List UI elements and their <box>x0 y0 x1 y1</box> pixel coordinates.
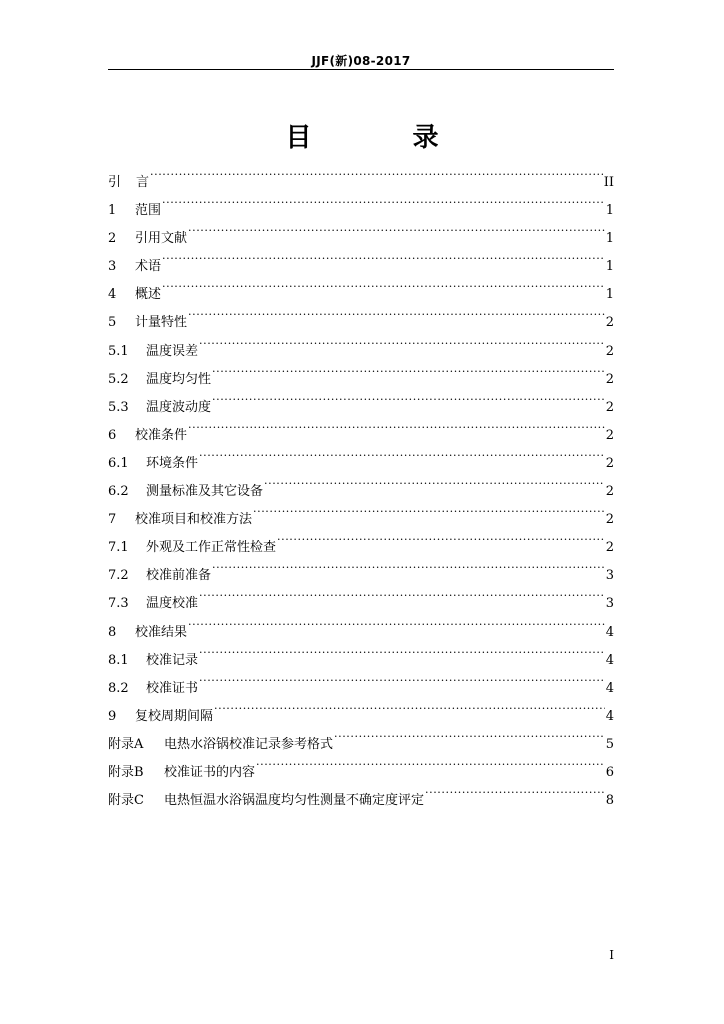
toc-entry-page: 1 <box>605 203 614 219</box>
toc-entry-number: 附录A <box>108 736 144 752</box>
toc-dot-leader <box>199 579 605 607</box>
toc-entry-number: 3 <box>108 259 117 275</box>
toc-entry-page: 2 <box>605 427 614 443</box>
toc-dot-leader <box>425 776 605 804</box>
toc-entry-number: 8.2 <box>108 680 129 696</box>
toc-entry-title: 范围 <box>135 203 162 219</box>
toc-entry-page: 6 <box>605 764 614 780</box>
toc-entry-page: 1 <box>605 231 614 247</box>
toc-entry-title: 外观及工作正常性检查 <box>146 540 277 556</box>
toc-entry-number: 5.1 <box>108 343 129 359</box>
toc-entry-page: 2 <box>605 540 614 556</box>
toc-entry-page: 4 <box>605 708 614 724</box>
toc-entry-number: 6 <box>108 427 117 443</box>
toc-entry-title: 引用文献 <box>135 231 188 247</box>
toc-entry-page: 2 <box>605 399 614 415</box>
toc-entry-title: 温度误差 <box>146 343 199 359</box>
toc-dot-leader <box>162 186 605 214</box>
table-of-contents <box>108 158 614 809</box>
toc-entry-title: 温度均匀性 <box>146 371 212 387</box>
toc-entry-page: 1 <box>605 287 614 303</box>
toc-entry-title: 校准结果 <box>135 624 188 640</box>
toc-entry-number: 6.2 <box>108 484 129 500</box>
toc-entry-page: 2 <box>605 455 614 471</box>
toc-dot-leader <box>162 270 605 298</box>
toc-dot-leader <box>264 467 605 495</box>
toc-entry[interactable] <box>108 214 614 247</box>
toc-entry-page: 3 <box>605 568 614 584</box>
toc-entry-number: 7 <box>108 512 117 528</box>
toc-entry-title: 校准条件 <box>135 427 188 443</box>
toc-dot-leader <box>256 748 605 776</box>
toc-entry-title: 复校周期间隔 <box>135 708 214 724</box>
toc-entry-page: 2 <box>605 371 614 387</box>
toc-dot-leader <box>199 327 605 355</box>
toc-entry-number: 7.2 <box>108 568 129 584</box>
toc-entry-title: 术语 <box>135 259 162 275</box>
toc-entry-page: 4 <box>605 624 614 640</box>
running-header: JJF(新)08-2017 <box>311 54 411 68</box>
toc-entry-number: 7.3 <box>108 596 129 612</box>
toc-entry-number: 附录B <box>108 764 144 780</box>
toc-dot-leader <box>199 439 605 467</box>
toc-entry-title: 温度波动度 <box>146 399 212 415</box>
toc-dot-leader <box>188 608 605 636</box>
toc-entry-title: 环境条件 <box>146 455 199 471</box>
toc-entry-number: 7.1 <box>108 540 129 556</box>
toc-entry-number: 5 <box>108 315 117 331</box>
toc-entry-title: 校准证书的内容 <box>164 764 256 780</box>
toc-dot-leader <box>212 355 605 383</box>
toc-entry-page: 2 <box>605 484 614 500</box>
toc-entry-title: 校准项目和校准方法 <box>135 512 253 528</box>
toc-entry-page: 4 <box>605 652 614 668</box>
toc-entry-title: 概述 <box>135 287 162 303</box>
toc-entry-number: 1 <box>108 203 117 219</box>
toc-entry-page: 2 <box>605 512 614 528</box>
toc-dot-leader <box>334 720 605 748</box>
toc-dot-leader <box>253 495 605 523</box>
toc-dot-leader <box>277 523 605 551</box>
toc-entry-number: 4 <box>108 287 117 303</box>
toc-dot-leader <box>212 551 605 579</box>
toc-dot-leader <box>188 214 605 242</box>
toc-entry-number: 引 <box>108 175 122 190</box>
toc-dot-leader <box>199 664 605 692</box>
toc-dot-leader <box>199 636 605 664</box>
toc-entry-page: 3 <box>605 596 614 612</box>
toc-dot-leader <box>214 692 605 720</box>
toc-entry-page: II <box>603 175 614 190</box>
toc-entry-title: 电热水浴锅校准记录参考格式 <box>164 736 334 752</box>
toc-entry-number: 8.1 <box>108 652 129 668</box>
toc-entry-number: 9 <box>108 708 117 724</box>
toc-entry-title: 电热恒温水浴锅温度均匀性测量不确定度评定 <box>164 793 425 809</box>
toc-entry-title: 校准证书 <box>146 680 199 696</box>
page-number: I <box>609 948 614 962</box>
toc-entry-title: 测量标准及其它设备 <box>146 484 264 500</box>
toc-entry-number: 5.3 <box>108 399 129 415</box>
header-rule <box>108 69 614 70</box>
toc-dot-leader <box>188 411 605 439</box>
toc-entry[interactable] <box>108 242 614 275</box>
toc-entry-number: 2 <box>108 231 117 247</box>
toc-entry-page: 2 <box>605 315 614 331</box>
toc-entry-number: 8 <box>108 624 117 640</box>
toc-entry-number: 6.1 <box>108 455 129 471</box>
toc-dot-leader <box>150 158 603 186</box>
toc-entry-page: 5 <box>605 736 614 752</box>
toc-entry-title: 言 <box>136 175 150 190</box>
toc-entry-page: 2 <box>605 343 614 359</box>
toc-entry[interactable] <box>108 158 614 190</box>
toc-entry-page: 4 <box>605 680 614 696</box>
toc-entry-page: 1 <box>605 259 614 275</box>
toc-entry[interactable] <box>108 298 614 331</box>
toc-entry-page: 8 <box>605 793 614 809</box>
toc-entry[interactable] <box>108 270 614 303</box>
toc-entry-title: 校准前准备 <box>146 568 212 584</box>
toc-entry-title: 计量特性 <box>135 315 188 331</box>
toc-dot-leader <box>162 242 605 270</box>
toc-entry-number: 附录C <box>108 793 144 809</box>
toc-entry-number: 5.2 <box>108 371 129 387</box>
toc-dot-leader <box>212 383 605 411</box>
toc-dot-leader <box>188 298 605 326</box>
toc-entry-title: 温度校准 <box>146 596 199 612</box>
toc-entry-title: 校准记录 <box>146 652 199 668</box>
toc-entry[interactable] <box>108 186 614 219</box>
toc-title: 目 录 <box>285 123 485 153</box>
